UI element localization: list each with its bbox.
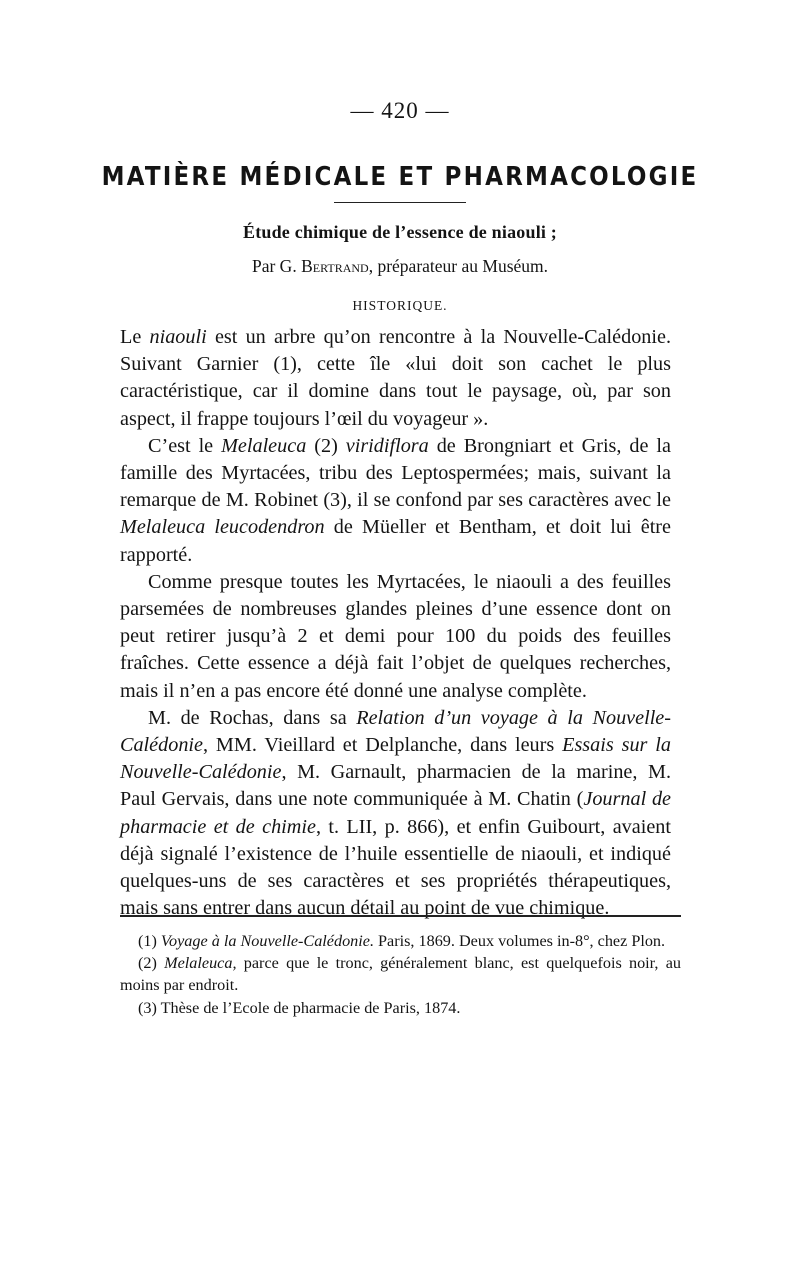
title-divider [334, 202, 466, 203]
section-title: MATIÈRE MÉDICALE ET PHARMACOLOGIE [101, 162, 699, 192]
byline-author: Bertrand [301, 256, 369, 276]
text-run: M. de Rochas, dans sa [148, 706, 357, 729]
byline-suffix: , préparateur au Muséum. [368, 256, 549, 276]
italic-run: niaouli [149, 326, 207, 348]
italic-run: viridiflora [345, 434, 429, 457]
footnote-divider [120, 915, 681, 917]
footnote-2 [120, 952, 681, 996]
text-run: (1) [138, 932, 161, 950]
text-run: de Brongniart et Gris, de la famille des Myrtacées, tribu des Leptospermées; mais, suivant la remarque de M. Robinet (3), il se confond par ses caractères avec le [120, 434, 671, 512]
section-subheading: HISTORIQUE. [352, 298, 448, 313]
text-run: (2) [138, 954, 165, 973]
footnote-3 [120, 997, 681, 1019]
paragraph-4 [120, 705, 671, 923]
italic-run: Essais sur la Nouvelle-Calédonie [120, 734, 671, 784]
text-run: , t. LII, p. 866), et enfin Guibourt, avaient déjà signalé l’existence de l’huile essentielle de niaouli, et indiqué quelques-uns de ses caractères et ses propriétés thérapeutiques, mais sans entrer dans aucun détail au point de vue chimique. [120, 815, 671, 920]
text-run: Le [120, 326, 150, 348]
byline [0, 256, 800, 277]
body-text [120, 324, 671, 922]
text-run: est un arbre qu’on rencontre à la Nouvelle-Calédonie. Suivant Garnier (1), cette île «lui doit son cachet le plus caractéristique, car il domine dans tout le paysage, où, par son aspect, il frappe toujours l’œil du voyageur ». [120, 326, 671, 430]
italic-run: Journal de pharmacie et de chimie [120, 788, 671, 838]
footnote-1 [120, 930, 681, 952]
italic-run: Melaleuca [221, 434, 307, 457]
paragraph-1 [120, 324, 671, 433]
text-run: Paris, 1869. Deux volumes in-8°, chez Plon. [374, 932, 666, 950]
text-run: de Müeller et Bentham, et doit lui être rapporté. [120, 516, 671, 566]
paragraph-3 [120, 569, 671, 705]
text-run: parce que le tronc, généralement blanc, est quelquefois noir, au moins par endroit. [120, 954, 681, 995]
text-run: , MM. Vieillard et Delplanche, dans leurs [202, 734, 563, 757]
byline-prefix: Par G. [251, 256, 302, 276]
paragraph-2 [120, 433, 671, 569]
text-run: C’est le [148, 434, 222, 457]
page-number: — 420 — [350, 98, 450, 123]
text-run: (3) Thèse de l’Ecole de pharmacie de Paris, 1874. [138, 998, 461, 1017]
footnotes [120, 930, 681, 1019]
italic-run: Melaleuca leucodendron [120, 516, 325, 539]
article-title: Étude chimique de l’essence de niaouli ; [242, 222, 557, 242]
text-run: (2) [306, 434, 346, 457]
italic-run: Voyage à la Nouvelle-Calédonie. [160, 932, 374, 950]
italic-run: Relation d’un voyage à la Nouvelle-Calédonie [120, 706, 671, 757]
text-run: , M. Garnault, pharmacien de la marine, M. Paul Gervais, dans une note communiquée à M. Chatin ( [120, 761, 671, 811]
italic-run: Melaleuca, [164, 954, 237, 973]
text-run: Comme presque toutes les Myrtacées, le niaouli a des feuilles parsemées de nombreuses glandes pleines d’une essence dont on peut retirer jusqu’à 2 et demi pour 100 du poids des feuilles fraîches. Cette essence a déjà fait l’objet de quelques recherches, mais il n’en a pas encore été donné une analyse complète. [120, 570, 671, 702]
